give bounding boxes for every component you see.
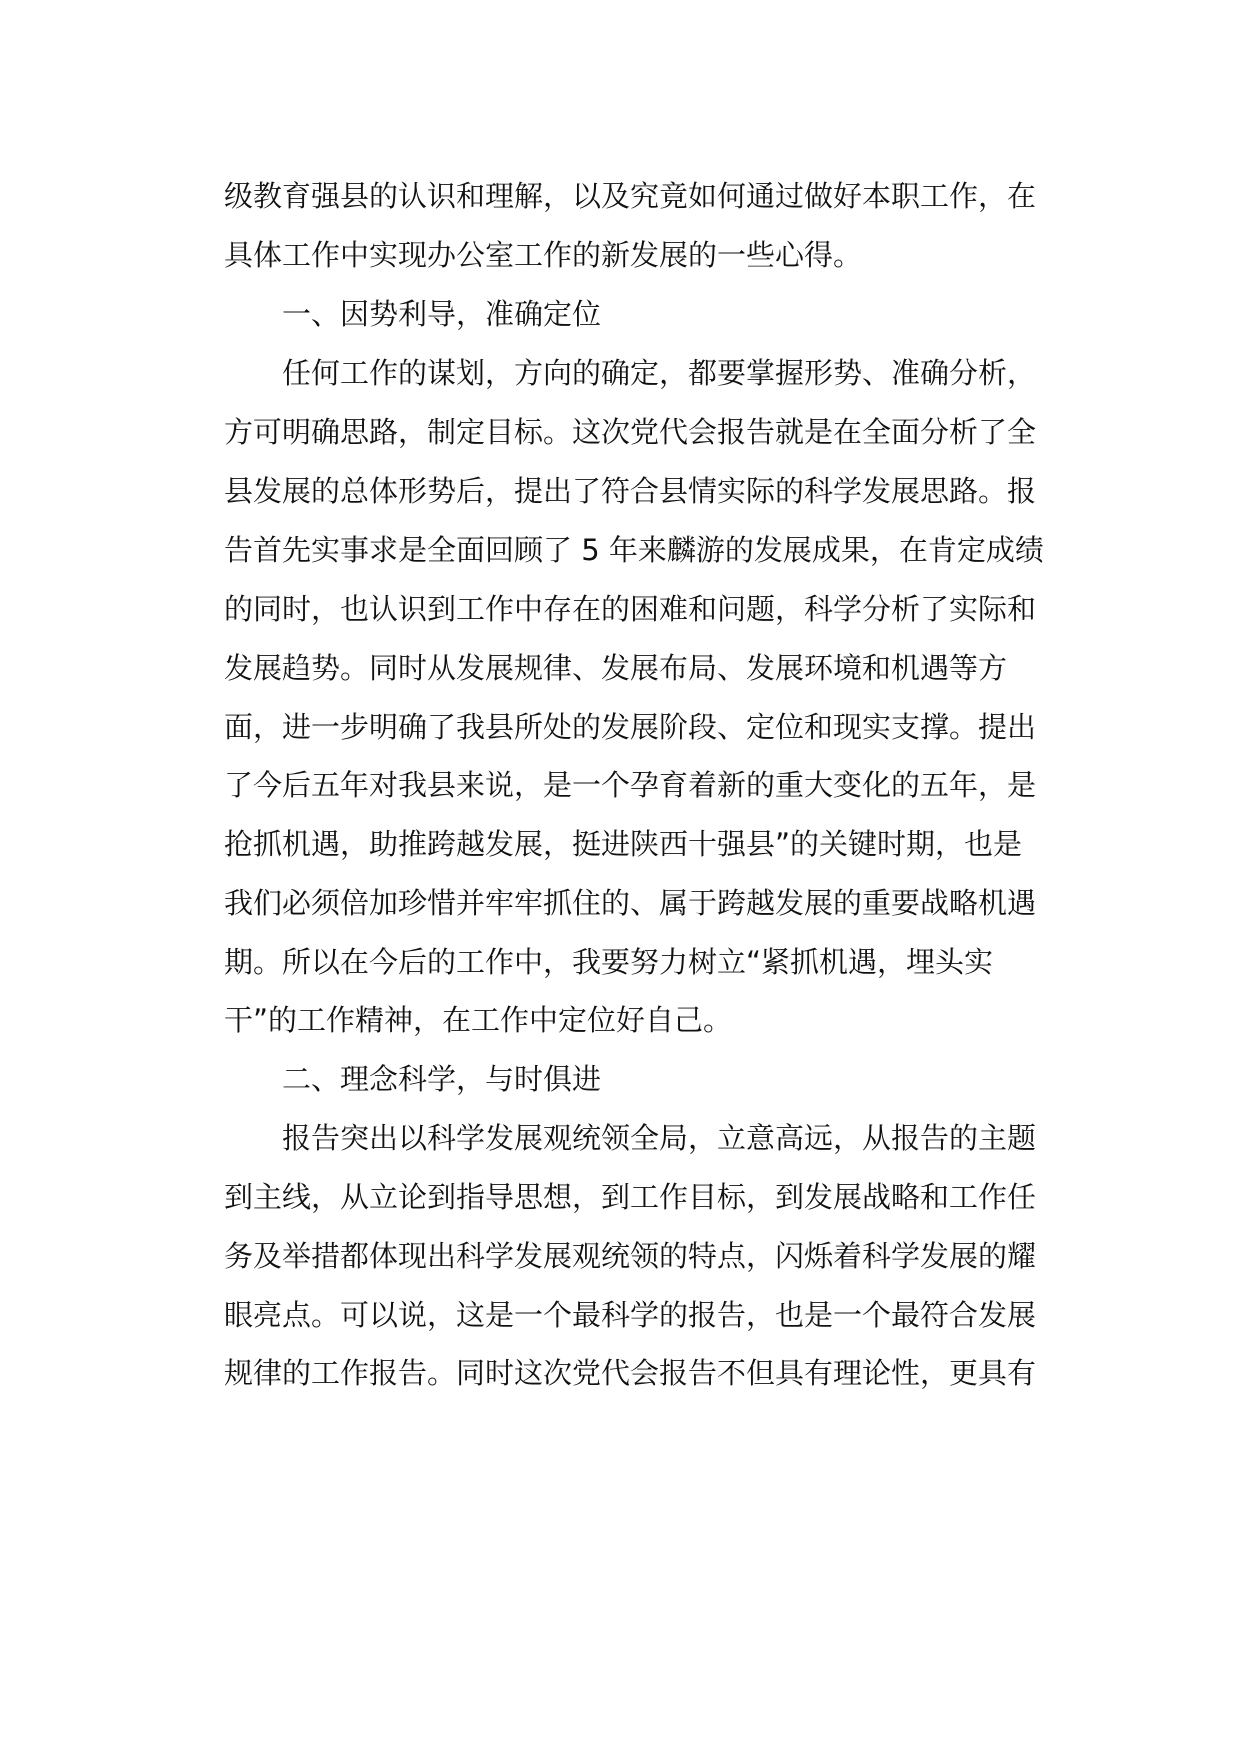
body-line: 具体工作中实现办公室工作的新发展的一些心得。 [224, 238, 863, 272]
body-line: 我们必须倍加珍惜并牢牢抓住的、属于跨越发展的重要战略机遇 [224, 886, 1037, 920]
body-line: 告首先实事求是全面回顾了 5 年来麟游的发展成果，在肯定成绩 [224, 533, 1044, 567]
body-line: 眼亮点。可以说，这是一个最科学的报告，也是一个最符合发展 [224, 1298, 1037, 1332]
body-line: 期。所以在今后的工作中，我要努力树立“紧抓机遇，埋头实 [224, 945, 994, 979]
body-line: 的同时，也认识到工作中存在的困难和问题，科学分析了实际和 [224, 592, 1037, 626]
body-line: 务及举措都体现出科学发展观统领的特点，闪烁着科学发展的耀 [224, 1239, 1037, 1273]
body-line: 级教育强县的认识和理解，以及究竟如何通过做好本职工作，在 [224, 179, 1037, 213]
body-line: 发展趋势。同时从发展规律、发展布局、发展环境和机遇等方 [224, 651, 1008, 685]
body-line: 规律的工作报告。同时这次党代会报告不但具有理论性，更具有 [224, 1356, 1037, 1390]
body-line: 方可明确思路，制定目标。这次党代会报告就是在全面分析了全 [224, 415, 1037, 449]
body-line: 到主线，从立论到指导思想，到工作目标，到发展战略和工作任 [224, 1180, 1037, 1214]
paragraph-start-line: 报告突出以科学发展观统领全局，立意高远，从报告的主题 [282, 1121, 1037, 1155]
body-line: 面，进一步明确了我县所处的发展阶段、定位和现实支撑。提出 [224, 710, 1037, 744]
body-line: 县发展的总体形势后，提出了符合县情实际的科学发展思路。报 [224, 474, 1037, 508]
section-heading-2: 二、理念科学，与时俱进 [282, 1062, 602, 1096]
body-line: 干”的工作精神，在工作中定位好自己。 [224, 1003, 733, 1037]
paragraph-start-line: 任何工作的谋划，方向的确定，都要掌握形势、准确分析， [282, 356, 1037, 390]
section-heading-1: 一、因势利导，准确定位 [282, 297, 602, 331]
body-line: 了今后五年对我县来说，是一个孕育着新的重大变化的五年，是 [224, 768, 1037, 802]
body-line: 抢抓机遇，助推跨越发展，挺进陕西十强县”的关键时期，也是 [224, 827, 1023, 861]
